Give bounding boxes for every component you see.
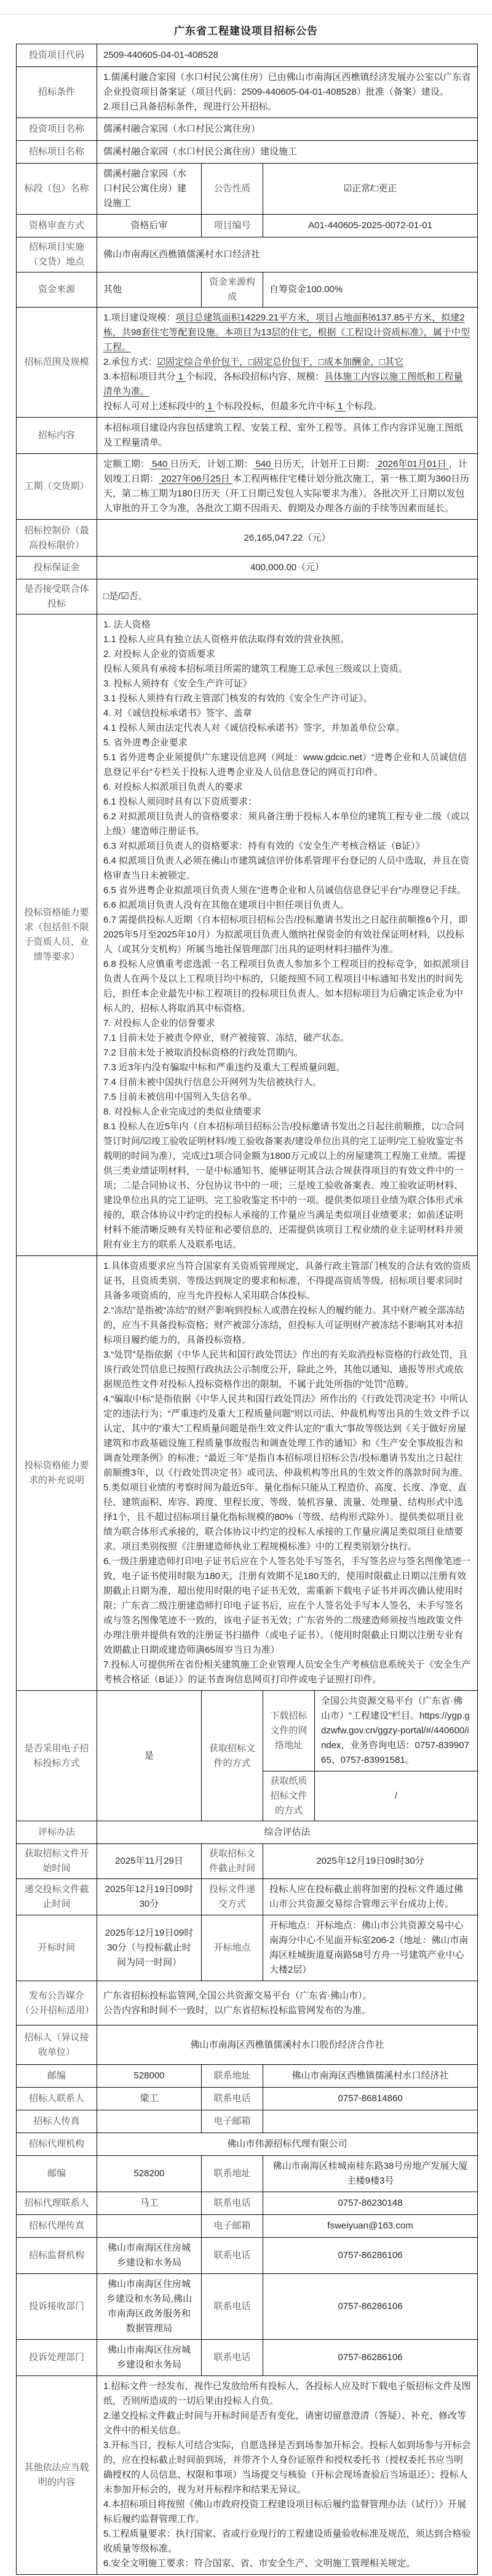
text-line	[103, 457, 471, 516]
underlined-text: 2027年06月25日	[159, 474, 233, 484]
complaint-receiving-label-2: 联系电话	[202, 2274, 263, 2340]
tender-project-name-value: 儒溪村融合家园（水口村民公寓住房）建设施工	[97, 141, 478, 164]
text-line	[103, 355, 471, 370]
text-line: 4.1 投标人须由法定代表人对《诚信投标承诺书》签字，并加盖单位公章。	[103, 723, 405, 733]
underlined-text: 1	[175, 372, 186, 382]
download-address-label: 下载招标文件的网络地址	[263, 1691, 315, 1771]
text-line: 6.5 省外进粤企业拟派项目负责人须在“进粤企业和人员诚信信息登记平台”办理登记手续。	[103, 885, 467, 896]
tenderer-fax-label-2: 电子邮箱	[202, 2110, 263, 2133]
text-line: 6.6 拟派项目负责人没有在其他在建项目中担任项目负责人。	[103, 900, 350, 910]
fund-source-value: 其他	[97, 272, 202, 308]
bidder-qualification-value	[97, 614, 478, 1256]
tenderer-contact	[17, 2088, 478, 2110]
complaint-handling-value: 佛山市南海区住房城乡建设和水务局	[97, 2340, 202, 2376]
text-line: 6.7 需提供投标人近期（自本招标项目招标公告/投标邀请书发出之日起往前顺推6个月，即2025年5月至2025年10月）为拟派项目负责人缴纳社保资金的有效社保证明材料，以投标人（或其分支机构）所属当地社保管理部门出具的证明材料扫描件为准。	[103, 915, 468, 955]
bid-opening	[17, 1915, 478, 1981]
page-title: 广东省工程建设项目招标公告	[174, 25, 318, 37]
supervision-agency-value: 佛山市南海区住房城乡建设和水务局	[97, 2238, 202, 2274]
text-segment: 2.承包方式：	[103, 357, 157, 367]
bid-opening-value: 2025年12月19日09时30分（与投标截止时间为同一时间）	[97, 1915, 202, 1981]
tender-conditions-label: 招标条件	[17, 67, 97, 118]
text-segment: 日历天，计划开工日期：	[273, 459, 375, 469]
tender-content-value: 本招标项目建设内容包括建筑工程、安装工程、室外工程等。具体工作内容详见施工图纸及工程量清单。	[97, 418, 478, 454]
complaint-receiving	[17, 2274, 478, 2340]
page-top-divider	[0, 0, 492, 15]
supervision-agency-label: 招标监督机构	[17, 2238, 97, 2274]
text-segment: 3.本招标项目共分	[103, 372, 176, 382]
fund-source-label-2: 资金来源构成	[202, 272, 263, 308]
agency-contact-value-2: 0757-86230148	[263, 2192, 478, 2215]
text-segment: ，计划竣工日期：	[103, 459, 467, 484]
tender-conditions-value	[97, 67, 478, 118]
underlined-text: 540	[253, 459, 274, 469]
tenderer-fax-label: 招标人传真	[17, 2110, 97, 2133]
bid-opening-value-2: 开标地点：开标地点：佛山市公共资源交易中心南海分中心不见面开标室206-2（地址：佛山市南海区桂城街道夏南路58号方舟一号建筑产业中心大楼2层）	[263, 1915, 478, 1981]
tender-control-price-label: 招标控制价（最高投标限价）	[17, 520, 97, 557]
text-line: 6.安全文明施工要求：符合国家、省、市安全生产、文明施工管理相关规定。	[103, 2558, 416, 2569]
bid-submission-value-2: 投标人应在投标截止前将加密的投标文件通过佛山市公共资源交易综合管理云平台成功上传。	[263, 1879, 478, 1915]
text-segment: 个标段投标，但最多允许中标	[215, 401, 335, 411]
bid-submission-value: 2025年12月19日09时30分	[97, 1879, 202, 1915]
qualification-review-label: 资格审查方式	[17, 215, 97, 237]
tender-project-name	[17, 141, 478, 164]
announcement-media-value	[97, 1981, 478, 2025]
bid-submission	[17, 1879, 478, 1915]
underlined-text: ☑固定综合单价包干，□固定总价包干，□成本加酬金，□其它	[157, 357, 404, 367]
construction-period-label: 工期（交货期）	[17, 454, 97, 520]
evaluation-method-label: 评标办法	[17, 1821, 97, 1844]
complaint-receiving-value-2: 0757-86286106	[263, 2274, 478, 2340]
text-line: 6.8 投标人应慎重考虑选派一名工程项目负责人参加多个工程项目的投标竞争，如拟派项目负责人在两个及以上工程项目均中标的，只能按照不同工程项目中标通知书发出的时间先后，担任本企业最先中标工程项目的投标项目负责人。如本招标项目为后确定该企业为中标人的，招标人将取消其中标资格。	[103, 959, 470, 1014]
doc-obtain-method-cell	[263, 1691, 478, 1821]
text-line: 8. 对投标人企业完成过的类似业绩要求	[103, 1107, 261, 1117]
underlined-text: 1	[205, 401, 215, 411]
download-address-row	[263, 1691, 477, 1771]
text-line: 6.一级注册建造师打印电子证书后应在个人签名处手写签名，手写签名应与签名图像笔迹一致，电子证书使用时限为180天，注册有效期不足180天的，使用时限截止日期以注册有效期截止日期为准，超出使用时限的电子证书无效，需重新下载电子证书并再次确认使用时限；广东省二级注册建造师打印电子证书后，应在个人签名处手写本人签名，未手写签名或与签名图像笔迹不一致的，该电子证书无效；广东省外的二级建造师须按当地政策文件办理注册并提供有效的注册证书扫描件（或电子证书）。（使用时限截止日期以注册专业有效期截止日期或建造师满65周岁当日为准）	[103, 1556, 471, 1655]
supervision-agency	[17, 2238, 478, 2274]
text-line: 2. 对投标人企业的资质要求	[103, 649, 215, 659]
underlined-text: 具体施工内容以施工图纸和工程量清单为准。	[103, 372, 463, 397]
complaint-receiving-value: 佛山市南海区住房城乡建设和水务局,佛山市南海区政务服务和数据管理局	[97, 2274, 202, 2340]
text-line: 4.本招标项目将按照《佛山市政府投资工程建设项目标后履约监督管理办法（试行）》开展标后履约监督管理工作。	[103, 2499, 467, 2524]
tenderer-label: 招标人（异议接收单位）	[17, 2025, 97, 2065]
agency	[17, 2133, 478, 2156]
announcement-media	[17, 1981, 478, 2025]
electronic-bidding-value: 是	[97, 1691, 202, 1821]
bidder-qualification-label: 投标资格能力要求（包括但不限于资质人员、业绩等要求）	[17, 614, 97, 1256]
implementation-site	[17, 237, 478, 272]
construction-period	[17, 454, 478, 520]
text-segment: 1.项目建设规模：	[103, 312, 176, 323]
doc-obtain-method-label: 获取招标文件的方式	[202, 1691, 263, 1821]
text-line: 7.5 目前未被信用中国列入失信名单。	[103, 1092, 258, 1102]
tender-announcement-table	[16, 44, 478, 2575]
text-line: 3. 投标人须持有《安全生产许可证》	[103, 678, 252, 689]
complaint-handling	[17, 2340, 478, 2376]
tender-scope	[17, 308, 478, 418]
bidder-qualification	[17, 614, 478, 1256]
complaint-handling-label-2: 联系电话	[202, 2340, 263, 2376]
table-row-electronic	[17, 1691, 478, 1821]
agency-label: 招标代理机构	[17, 2133, 97, 2156]
evaluation-method	[17, 1821, 478, 1844]
agency-contact	[17, 2192, 478, 2215]
investment-project-code	[17, 44, 478, 67]
announcement-media-label: 发布公告媒介（公开招标适用）	[17, 1981, 97, 2025]
section-package	[17, 164, 478, 215]
text-line: 7.3 近3年内没有骗取中标和严重违约及重大工程质量问题。	[103, 1062, 346, 1073]
construction-period-value	[97, 454, 478, 520]
text-line: 7.2 目前未处于被取消投标资格的行政处罚期内。	[103, 1047, 304, 1058]
agency-contact-label-2: 联系电话	[202, 2192, 263, 2215]
joint-venture	[17, 579, 478, 614]
tender-control-price-value: 26,165,047.22（元）	[97, 520, 478, 557]
qualification-review-label-2: 项目编号	[202, 215, 263, 237]
table-rows-top	[17, 44, 478, 1691]
tender-content	[17, 418, 478, 454]
electronic-bidding	[17, 1691, 478, 1821]
bid-bond-label: 投标保证金	[17, 557, 97, 579]
paper-document-label: 获取纸质招标文件的方式	[263, 1771, 315, 1821]
doc-obtain-time-value-2: 2025年12月19日09时30分	[263, 1844, 478, 1879]
section-package-label-2: 公告性质	[202, 164, 263, 215]
implementation-site-label: 招标项目实施（交货）地点	[17, 237, 97, 272]
complaint-receiving-label: 投诉接收部门	[17, 2274, 97, 2340]
fund-source-label: 资金来源	[17, 272, 97, 308]
bid-opening-label-2: 开标地点	[202, 1915, 263, 1981]
text-segment: 个标段。	[345, 401, 383, 411]
text-line: 3.1 投标人须持有行政主管部门核发的有效的《安全生产许可证》。	[103, 693, 373, 704]
bid-submission-label-2: 投标文件递交方式	[202, 1879, 263, 1915]
text-line: 6.1 投标人须同时具有以下资质要求：	[103, 797, 258, 807]
text-line: 2.项目已具备招标条件，现进行公开招标。	[103, 101, 277, 112]
bid-bond	[17, 557, 478, 579]
investment-project-name	[17, 118, 478, 141]
supervision-agency-label-2: 联系电话	[202, 2238, 263, 2274]
text-line: 2.“冻结”是指被“冻结”的财产影响到投标人或潜在投标人的履约能力。其中财产被全部冻结的，应当不具备投标资格；财产被部分冻结，但投标人可证明财产被冻结不影响其对本招标项目履约能力的，具备投标资格。	[103, 1305, 465, 1345]
underlined-text: 540	[149, 459, 170, 469]
joint-venture-label: 是否接受联合体投标	[17, 579, 97, 614]
investment-project-name-label: 投资项目名称	[17, 118, 97, 141]
text-line: 6.3 对拟派项目负责人的资格要求：持有有效的《安全生产考核合格证（B证）》	[103, 841, 425, 851]
text-segment: 日历天，计划工期：	[170, 459, 253, 469]
text-line	[103, 399, 471, 414]
text-line: 6.2 对拟派项目负责人的资格要求：须具备注册于投标人本单位的建筑工程专业二级（或以上级）建造师注册证书。	[103, 811, 470, 837]
agency-postcode-label-2: 联系地址	[202, 2156, 263, 2192]
text-line: 5. 省外进粤企业要求	[103, 737, 188, 748]
qualification-supplement-value	[97, 1256, 478, 1691]
bid-opening-label: 开标时间	[17, 1915, 97, 1981]
tenderer-postcode-value: 528000	[97, 2065, 202, 2088]
tenderer-fax-value	[97, 2110, 202, 2133]
evaluation-method-value: 综合评估法	[97, 1821, 478, 1844]
text-line: 8.1 投标人在近5年内（自本招标项目招标公告/投标邀请书发出之日起往前顺推，以□合同签订时间/☑竣工验收证明材料/竣工验收备案表/建设单位出具的完工证明/完工验收鉴定书载明的时间为准），完成过1项合同金额为1800万元或以上的房屋建筑工程施工业绩。需提供三类业绩证明材料，一是中标通知书、能够证明其合法合规获得项目的有效文件中的一项；二是合同协议书、分包协议书中的一项；三是竣工验收备案表、竣工验收证明材料、建设单位出具的完工证明、完工验收鉴定书中的一项。提供类似项目业绩为联合体形式承接的，联合体协议中约定的投标人承接的工作量应当满足类似项目业绩要求；如前述证明材料不能清晰反映有关特征和必要信息的，还需提供该项目工程业绩的业主证明材料并须附有业主方的联系人及联系电话。	[103, 1121, 466, 1250]
agency-fax-label-2: 电子邮箱	[202, 2215, 263, 2238]
text-line: 7. 对投标人企业的信誉要求	[103, 1018, 215, 1028]
complaint-handling-value-2: 0757-86286106	[263, 2340, 478, 2376]
fund-source-value-2: 自筹资金100.00%	[263, 272, 478, 308]
text-line: 3.开标当日，投标人可结合实际，自愿选择是否到场参加开标会。投标人如到场参与开标会的，应在投标截止时间前到场，并带齐个人身份证原件和授权委托书（授权委托书应当明确授权的人员信息、权限和事项）当场提交与核验（开标会现场查验后当场退还）；投标人未参加开标会的，视为对开标程序和结果无异议。	[103, 2440, 471, 2495]
doc-obtain-time-label: 获取招标文件开始时间	[17, 1844, 97, 1879]
text-segment: 投标人可对上述标段中的	[103, 401, 205, 411]
underlined-text: 1	[335, 401, 346, 411]
complaint-handling-label: 投诉处理部门	[17, 2340, 97, 2376]
bid-submission-label: 递交投标文件截止时间	[17, 1879, 97, 1915]
other-required-content	[17, 2376, 478, 2575]
investment-project-name-value: 儒溪村融合家园（水口村民公寓住房）	[97, 118, 478, 141]
qualification-review-value: 资格后审	[97, 215, 202, 237]
tenderer-postcode-label-2: 联系地址	[202, 2065, 263, 2088]
doc-obtain-time	[17, 1844, 478, 1879]
text-line: 投标人须具有承接本招标项目所需的建筑工程施工总承包三级或以上资质。	[103, 664, 408, 674]
implementation-site-value: 佛山市南海区西樵镇儒溪村水口经济社	[97, 237, 478, 272]
text-segment: 本工程两栋住宅楼计划分批次施工，第一栋工期为360日历天，第二栋工期为180日历天（开工日期已发包人实际要求为准）。各批次开工日期以发包人审批的开工令为准，各批次工期不因雨天、假期及办理各方面的手续等因素而延长。	[103, 474, 470, 514]
text-line: 1.具体资质要求应当符合国家有关资质管理规定，具备行政主管部门核发的合法有效的资质证书，且资质类别、等级达到规定的要求和标准，不得提高资质等级。招标项目要求同时具备多项资质的，应当允许投标人采用联合体投标。	[103, 1261, 471, 1301]
section-package-value: 儒溪村融合家园（水口村民公寓住房）建设施工	[97, 164, 202, 215]
investment-project-code-label: 投资项目代码	[17, 44, 97, 67]
tender-conditions	[17, 67, 478, 118]
tenderer-fax-value-2	[263, 2110, 478, 2133]
fund-source	[17, 272, 478, 308]
text-line: 6.4 拟派项目负责人必须在佛山市建筑诚信评价体系管理平台登记的人员中选取，并且在资格审查当日未被锁定。	[103, 856, 470, 881]
agency-fax-value	[97, 2215, 202, 2238]
paper-document-value: /	[394, 1791, 398, 1801]
tender-project-name-label: 招标项目名称	[17, 141, 97, 164]
text-line: 4. 对《诚信投标承诺书》签字、盖章	[103, 708, 252, 718]
agency-fax-value-2: fsweiyuan@163.com	[263, 2215, 478, 2238]
electronic-bidding-label: 是否采用电子招标投标方式	[17, 1691, 97, 1821]
tender-scope-label: 招标范围及规模	[17, 308, 97, 418]
tenderer-contact-value-2: 0757-86814860	[263, 2088, 478, 2110]
tenderer	[17, 2025, 478, 2065]
text-segment: 定额工期：	[103, 459, 150, 469]
text-line: 公告内容和时间不一致时，以广东省招标投标监管网发布的为准。	[103, 2005, 371, 2016]
doc-obtain-time-label-2: 获取招标文件截止时间	[202, 1844, 263, 1879]
text-line: 1.1 投标人应具有独立法人资格并依法取得有效的营业执照。	[103, 634, 350, 645]
text-line: 1.儒溪村融合家园（水口村民公寓住房）已由佛山市南海区西樵镇经济发展办公室以广东省企业投资项目备案证（项目代码：2509-440605-04-01-408528）批准（备案）建设。	[103, 72, 471, 97]
qualification-supplement-label: 投标资格能力要求的补充说明	[17, 1256, 97, 1691]
text-line: 7.1 目前未处于被责令停业，财产被接管、冻结，破产状态。	[103, 1033, 350, 1043]
tenderer-fax	[17, 2110, 478, 2133]
tenderer-postcode-value-2: 佛山市南海区西樵镇儒溪村水口经济社	[263, 2065, 478, 2088]
agency-contact-label: 招标代理联系人	[17, 2192, 97, 2215]
text-line	[103, 311, 471, 355]
agency-postcode-value: 528200	[97, 2156, 202, 2192]
tenderer-postcode-label: 邮编	[17, 2065, 97, 2088]
supervision-agency-value-2: 0757-86286106	[263, 2238, 478, 2274]
other-required-content-label: 其他依法应当载明的内容	[17, 2376, 97, 2575]
agency-fax-label: 招标代理传真	[17, 2215, 97, 2238]
text-line: 7.4 目前未被中国执行信息公开网列为失信被执行人。	[103, 1077, 322, 1087]
tenderer-postcode	[17, 2065, 478, 2088]
text-line: 2.递交投标文件截止时间与开标时间是否有变化，请密切留意澄清（答疑）、补充、修改等文件中的相关信息。	[103, 2411, 467, 2436]
section-package-label: 标段（包）名称	[17, 164, 97, 215]
agency-fax	[17, 2215, 478, 2238]
tender-content-label: 招标内容	[17, 418, 97, 454]
text-line: 6. 对投标人拟派项目负责人的要求	[103, 782, 243, 792]
download-address-value: 全国公共资源交易平台（广东省·佛山市）“工程建设”栏目。https://ygp.gdzwfw.gov.cn/ggzy-portal/#/440600/index，业务咨询电话：0757-83990765、0757-83991581。	[321, 1696, 470, 1765]
tenderer-value: 佛山市南海区西樵镇儒溪村水口股份经济合作社	[97, 2025, 478, 2065]
underlined-text: 项目总建筑面积14229.21平方米，项目占地面积6137.85平方米，拟建2栋，共98套住宅等配套设施。本项目为13层的住宅，根据《工程设计资质标准》，属于中型工程。	[103, 312, 470, 352]
qualification-review-value-2: A01-440605-2025-0072-01-01	[263, 215, 478, 237]
text-line: 5.1 省外进粤企业须提供广东建设信息网（网址：www.gdcic.net）“进粤企业和人员诚信信息登记平台”专栏关于投标人进粤企业及人员信息登记的网页打印件。	[103, 752, 467, 777]
tender-control-price	[17, 520, 478, 557]
qualification-supplement	[17, 1256, 478, 1691]
other-required-content-value	[97, 2376, 478, 2575]
agency-postcode-label: 邮编	[17, 2156, 97, 2192]
agency-postcode	[17, 2156, 478, 2192]
text-line: 1.招标文件一经发布，视作已发放给所有投标人，各投标人应及时下载电子版招标文件及图纸，否则所造成的一切后果由投标人自负。	[103, 2381, 471, 2406]
text-line: 5.类似项目业绩的考察时间为最近5年。量化指标只能从工程造价、高度、长度、净宽、直径、建筑面积、库容、跨度、里程长度、等级、装机容量、流量、处理量、结构形式中选择1个，且不超过招标项目量化指标规模的80%（等级、结构形式除外）。提供类似项目业绩为联合体形式承接的，联合体协议中约定的投标人承接的工作量应满足类似项目业绩要求。项目类别按照《注册建造师执业工程规模标准》中的工程类别划分执行。	[103, 1482, 467, 1552]
investment-project-code-value: 2509-440605-04-01-408528	[97, 44, 478, 67]
text-line: 广东省招标投标监管网,全国公共资源交易平台（广东省·佛山市）。	[103, 1990, 372, 2001]
table-rows-bottom	[17, 1821, 478, 2575]
text-line	[103, 370, 471, 399]
bid-bond-value: 400,000.00（元）	[97, 557, 478, 579]
text-line: 1. 法人资格	[103, 619, 151, 630]
tenderer-contact-label-2: 联系电话	[202, 2088, 263, 2110]
text-segment: 个标段，各标段招标内容、规模：	[186, 372, 325, 382]
tenderer-contact-value: 梁工	[97, 2088, 202, 2110]
underlined-text: 2026年01月01日	[375, 459, 449, 469]
text-line: 3.“处罚”是指依据《中华人民共和国行政处罚法》作出的有关取消投标资格的行政处罚，且该行政处罚信息已按照行政执法公示制度公开，除此之外，其他以通知、通报等形式或依据规范性文件对投标人投标资格作出的限制，不属于此处所指的“处罚”范畴。	[103, 1350, 468, 1389]
qualification-review	[17, 215, 478, 237]
joint-venture-value: □是/☑否。	[97, 579, 478, 614]
section-package-value-2: ☑正常/□更正	[263, 164, 478, 215]
tenderer-contact-label: 招标人联系人	[17, 2088, 97, 2110]
text-line: 4.“骗取中标”是指依据《中华人民共和国行政处罚法》所作出的《行政处罚决定书》中所认定的违法行为；“严重违约及重大工程质量问题”则以司法、仲裁机构等出具的生效文件予以认定，其中的“重大”工程质量问题是指生效文件认定的“重大”事故等级达到《关于做好房屋建筑和市政基础设施工程质量事故报告和调查处理工作的通知》和《生产安全事故报告和调查处理条例》的标准；“最近三年”是指自本招标项目招标公告/投标邀请书发出之日起往前顺推3年，以《行政处罚决定书》或司法、仲裁机构等出具的生效文件的落款时间为准。	[103, 1394, 469, 1478]
text-line: 5.工程质量要求：执行国家、省或行业现行的工程建设质量验收标准及规范，须达到合格验收质量等级标准。	[103, 2529, 471, 2554]
agency-postcode-value-2: 佛山市南海区桂城南桂东路38号房地产发展大厦主楼9楼3号	[263, 2156, 478, 2192]
text-line: 7.投标人可提供所在省份相关建筑施工企业管理人员安全生产考核信息系统关于《安全生产考核合格证（B证）》的证书查询信息网页打印件或电子证照打印件。	[103, 1660, 471, 1685]
paper-document-row	[263, 1771, 477, 1821]
agency-contact-value: 马工	[97, 2192, 202, 2215]
agency-value: 佛山市伟源招标代理有限公司	[97, 2133, 478, 2156]
doc-obtain-time-value: 2025年11月29日	[97, 1844, 202, 1879]
tender-scope-value	[97, 308, 478, 418]
